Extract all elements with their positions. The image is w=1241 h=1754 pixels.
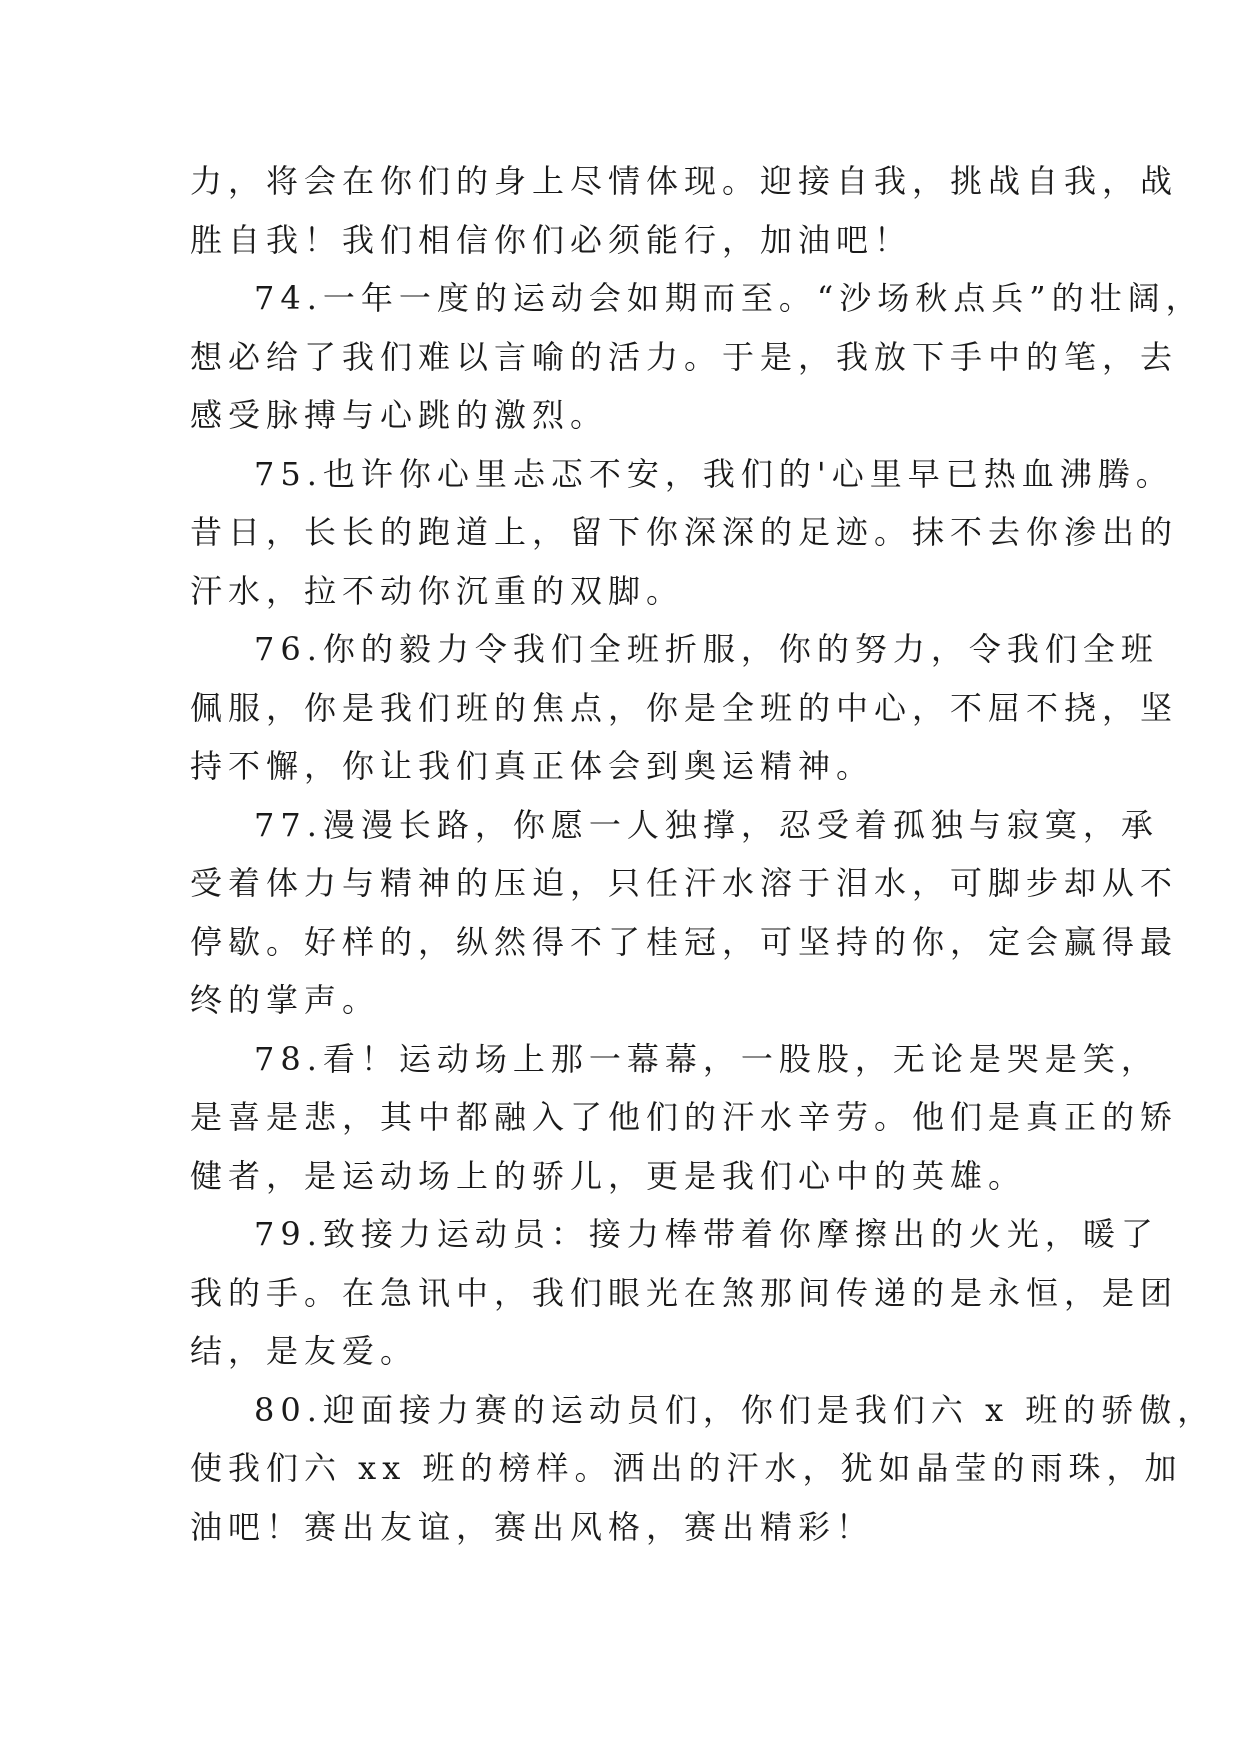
text-line: 结，是友爱。 bbox=[190, 1332, 419, 1370]
text-line: 使我们六 xx 班的榜样。洒出的汗水，犹如晶莹的雨珠，加 bbox=[190, 1449, 1183, 1487]
text-line: 佩服，你是我们班的焦点，你是全班的中心，不屈不挠，坚 bbox=[190, 688, 1179, 727]
text-line: 停歇。好样的，纵然得不了桂冠，可坚持的你，定会赢得最 bbox=[190, 922, 1179, 961]
text-line: 健者，是运动场上的骄儿，更是我们心中的英雄。 bbox=[190, 1156, 1027, 1195]
text-line: 77.漫漫长路，你愿一人独撑，忍受着孤独与寂寞，承 bbox=[254, 805, 1159, 844]
text-line: 力，将会在你们的身上尽情体现。迎接自我，挑战自我，战 bbox=[190, 162, 1179, 200]
document-body bbox=[190, 152, 1216, 1556]
text-line: 终的掌声。 bbox=[190, 981, 381, 1019]
text-line: 是喜是悲，其中都融入了他们的汗水辛劳。他们是真正的矫 bbox=[190, 1098, 1179, 1136]
text-line: 汗水，拉不动你沉重的双脚。 bbox=[190, 571, 685, 610]
text-line: 受着体力与精神的压迫，只任汗水溶于泪水，可脚步却从不 bbox=[190, 864, 1179, 902]
text-line: 我的手。在急讯中，我们眼光在煞那间传递的是永恒，是团 bbox=[190, 1273, 1179, 1312]
text-line: 75.也许你心里忐忑不安，我们的'心里早已热血沸腾。 bbox=[254, 454, 1174, 493]
text-line: 昔日，长长的跑道上，留下你深深的足迹。抹不去你渗出的 bbox=[190, 513, 1179, 551]
text-line: 想必给了我们难以言喻的活力。于是，我放下手中的笔，去 bbox=[190, 337, 1179, 376]
text-line: 79.致接力运动员：接力棒带着你摩擦出的火光，暖了 bbox=[254, 1215, 1159, 1253]
text-line: 油吧！赛出友谊，赛出风格，赛出精彩！ bbox=[190, 1507, 875, 1546]
text-line: 78.看！运动场上那一幕幕，一股股，无论是哭是笑， bbox=[254, 1039, 1159, 1078]
text-line: 80.迎面接力赛的运动员们，你们是我们六 x 班的骄傲， bbox=[254, 1390, 1216, 1429]
text-line: 74.一年一度的运动会如期而至。“沙场秋点兵”的壮阔， bbox=[254, 279, 1204, 317]
text-line: 感受脉搏与心跳的激烈。 bbox=[190, 396, 609, 434]
text-line: 76.你的毅力令我们全班折服，你的努力，令我们全班 bbox=[254, 630, 1159, 668]
text-line: 持不懈，你让我们真正体会到奥运精神。 bbox=[190, 747, 875, 785]
text-line: 胜自我！我们相信你们必须能行，加油吧！ bbox=[190, 220, 913, 259]
